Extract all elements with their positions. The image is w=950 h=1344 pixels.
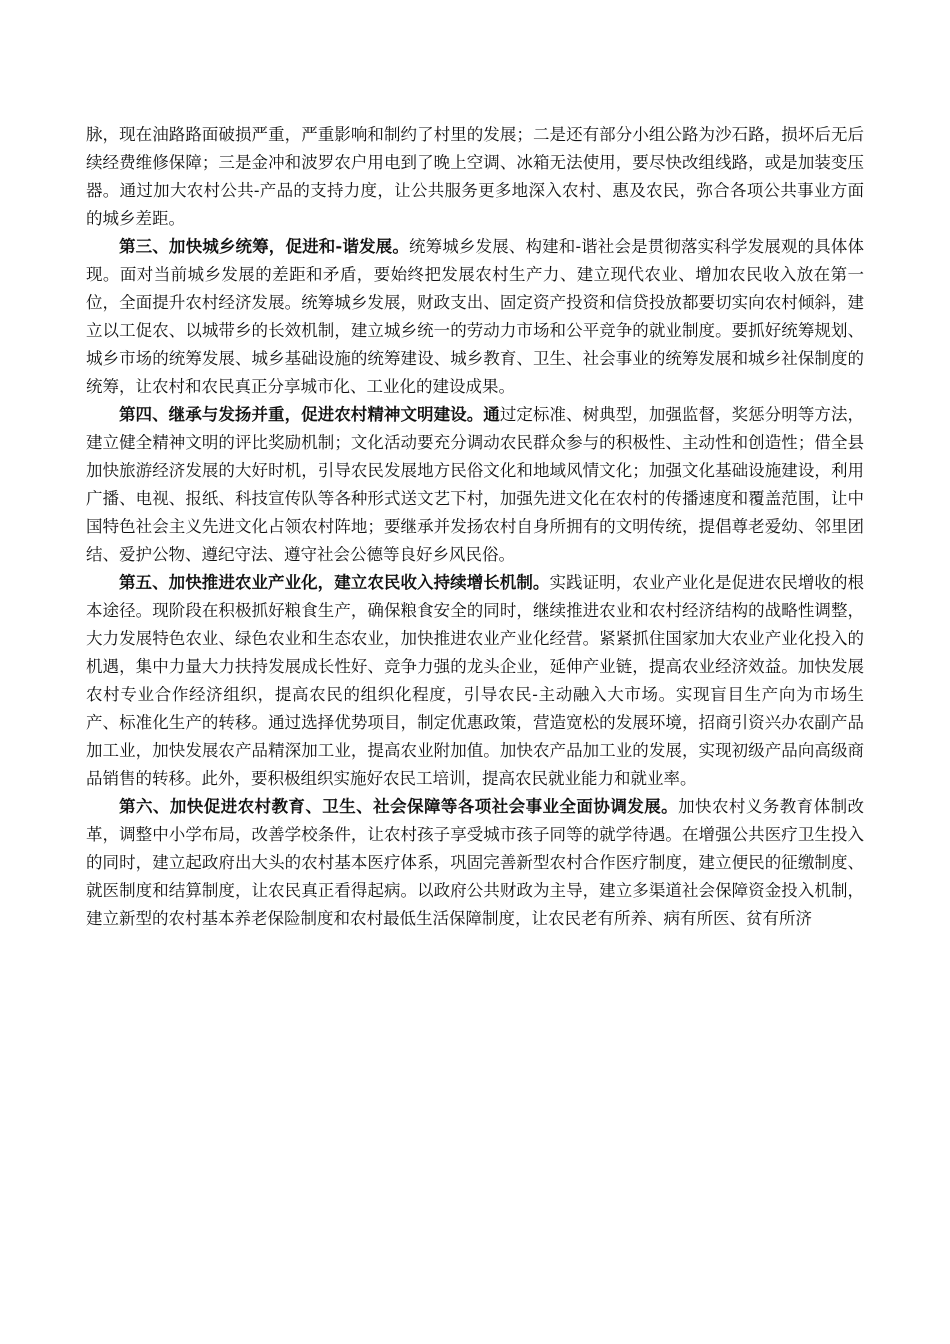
paragraph-fifth-point bbox=[86, 569, 864, 793]
paragraph-body: 统筹城乡发展、构建和-谐社会是贯彻落实科学发展观的具体体现。面对当前城乡发展的差距和矛盾，要始终把发展农村生产力、建立现代农业、增加农民收入放在第一位，全面提升农村经济发展。统筹城乡发展，财政支出、固定资产投资和信贷投放都要切实向农村倾斜，建立以工促农、以城带乡的长效机制，建立城乡统一的劳动力市场和公平竞争的就业制度。要抓好统筹规划、城乡市场的统筹发展、城乡基础设施的统筹建设、城乡教育、卫生、社会事业的统筹发展和城乡社保制度的统筹，让农村和农民真正分享城市化、工业化的建设成果。 bbox=[86, 237, 864, 396]
paragraph-heading: 第三、加快城乡统筹，促进和-谐发展。 bbox=[119, 237, 409, 256]
paragraph-body: 实践证明，农业产业化是促进农民增收的根本途径。现阶段在积极抓好粮食生产，确保粮食安全的同时，继续推进农业和农村经济结构的战略性调整，大力发展特色农业、绿色农业和生态农业，加快推进农业产业化经营。紧紧抓住国家加大农业产业化投入的机遇，集中力量大力扶持发展成长性好、竞争力强的龙头企业，延伸产业链，提高农业经济效益。加快发展农村专业合作经济组织，提高农民的组织化程度，引导农民-主动融入大市场。实现盲目生产向为市场生产、标准化生产的转移。通过选择优势项目，制定优惠政策，营造宽松的发展环境，招商引资兴办农副产品加工业，加快发展农产品精深加工业，提高农业附加值。加快农产品加工业的发展，实现初级产品向高级商品销售的转移。此外，要积极组织实施好农民工培训，提高农民就业能力和就业率。 bbox=[86, 573, 865, 788]
document-page bbox=[86, 121, 864, 933]
paragraph-body: 脉，现在油路路面破损严重，严重影响和制约了村里的发展；二是还有部分小组公路为沙石路，损坏后无后续经费维修保障；三是金冲和波罗农户用电到了晚上空调、冰箱无法使用，要尽快改组线路，或是加装变压器。通过加大农村公共-产品的支持力度，让公共服务更多地深入农村、惠及农民，弥合各项公共事业方面的城乡差距。 bbox=[86, 125, 864, 228]
paragraph-continuation bbox=[86, 121, 864, 233]
paragraph-heading: 第五、加快推进农业产业化，建立农民收入持续增长机制。 bbox=[119, 573, 550, 592]
paragraph-body: 过定标准、树典型，加强监督，奖惩分明等方法，建立健全精神文明的评比奖励机制；文化活动要充分调动农民群众参与的积极性、主动性和创造性；借全县加快旅游经济发展的大好时机，引导农民发展地方民俗文化和地域风情文化；加强文化基础设施建设，利用广播、电视、报纸、科技宣传队等各种形式送文艺下村，加强先进文化在农村的传播速度和覆盖范围，让中国特色社会主义先进文化占领农村阵地；要继承并发扬农村自身所拥有的文明传统，提倡尊老爱幼、邻里团结、爱护公物、遵纪守法、遵守社会公德等良好乡风民俗。 bbox=[86, 405, 865, 564]
paragraph-heading: 第四、继承与发扬并重，促进农村精神文明建设。通 bbox=[119, 405, 500, 424]
paragraph-sixth-point bbox=[86, 793, 864, 933]
paragraph-fourth-point bbox=[86, 401, 864, 569]
paragraph-body: 加快农村义务教育体制改革，调整中小学布局，改善学校条件，让农村孩子享受城市孩子同等的就学待遇。在增强公共医疗卫生投入的同时，建立起政府出大头的农村基本医疗体系，巩固完善新型农村合作医疗制度，建立便民的征缴制度、就医制度和结算制度，让农民真正看得起病。以政府公共财政为主导，建立多渠道社会保障资金投入机制，建立新型的农村基本养老保险制度和农村最低生活保障制度，让农民老有所养、病有所医、贫有所济 bbox=[86, 797, 865, 928]
paragraph-third-point bbox=[86, 233, 864, 401]
paragraph-heading: 第六、加快促进农村教育、卫生、社会保障等各项社会事业全面协调发展。 bbox=[119, 797, 679, 816]
